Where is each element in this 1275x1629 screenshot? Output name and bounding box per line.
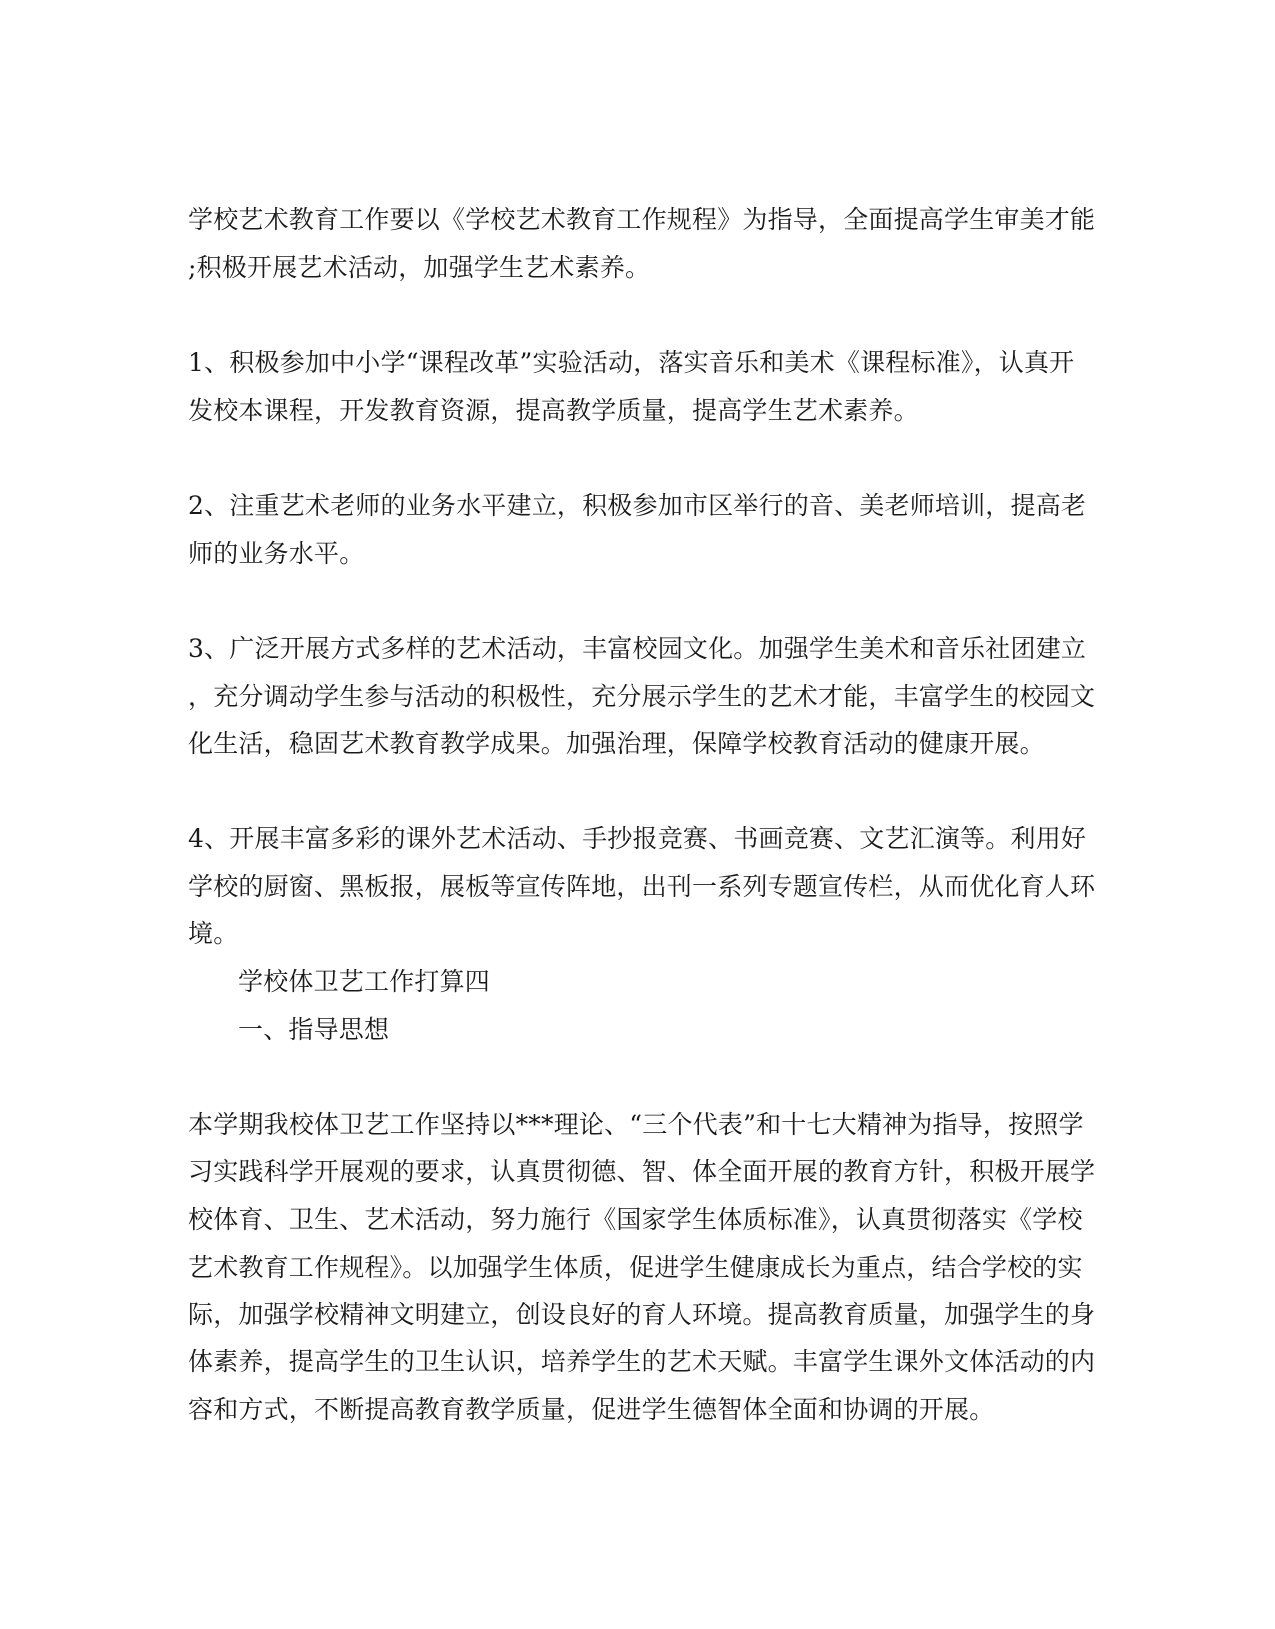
text-line: 学校艺术教育工作要以《学校艺术教育工作规程》为指导，全面提高学生审美才能	[188, 205, 1096, 234]
text-line: 化生活，稳固艺术教育教学成果。加强治理，保障学校教育活动的健康开展。	[188, 729, 1045, 758]
text-line: 境。	[188, 919, 239, 948]
text-line: 师的业务水平。	[188, 539, 365, 568]
text-line: 3、广泛开展方式多样的艺术活动，丰富校园文化。加强学生美术和音乐社团建立	[188, 634, 1087, 663]
text-line: 际，加强学校精神文明建立，创设良好的育人环境。提高教育质量，加强学生的身	[188, 1300, 1096, 1329]
text-line: ，充分调动学生参与活动的积极性，充分展示学生的艺术才能，丰富学生的校园文	[188, 682, 1096, 711]
text-line: 艺术教育工作规程》。以加强学生体质，促进学生健康成长为重点，结合学校的实	[188, 1253, 1083, 1282]
text-line: 容和方式，不断提高教育教学质量，促进学生德智体全面和协调的开展。	[188, 1395, 995, 1424]
text-line: 体素养，提高学生的卫生认识，培养学生的艺术天赋。丰富学生课外文体活动的内	[188, 1347, 1096, 1376]
text-line: 本学期我校体卫艺工作坚持以***理论、“三个代表”和十七大精神为指导，按照学	[188, 1110, 1084, 1139]
text-line: 2、注重艺术老师的业务水平建立，积极参加市区举行的音、美老师培训，提高老	[188, 491, 1087, 520]
text-line: 学校的厨窗、黑板报，展板等宣传阵地，出刊一系列专题宣传栏，从而优化育人环	[188, 872, 1096, 901]
text-line: 1、积极参加中小学“课程改革”实验活动，落实音乐和美术《课程标准》，认真开	[188, 348, 1075, 377]
section-heading: 一、指导思想	[238, 1015, 390, 1044]
section-title: 学校体卫艺工作打算四	[238, 967, 491, 996]
text-line: 发校本课程，开发教育资源，提高教学质量，提高学生艺术素养。	[188, 396, 919, 425]
text-line: 习实践科学开展观的要求，认真贯彻德、智、体全面开展的教育方针，积极开展学	[188, 1157, 1096, 1186]
text-line: 校体育、卫生、艺术活动，努力施行《国家学生体质标准》，认真贯彻落实《学校	[188, 1205, 1083, 1234]
text-line: 4、开展丰富多彩的课外艺术活动、手抄报竞赛、书画竞赛、文艺汇演等。利用好	[188, 824, 1087, 853]
text-line: ;积极开展艺术活动，加强学生艺术素养。	[188, 253, 651, 282]
